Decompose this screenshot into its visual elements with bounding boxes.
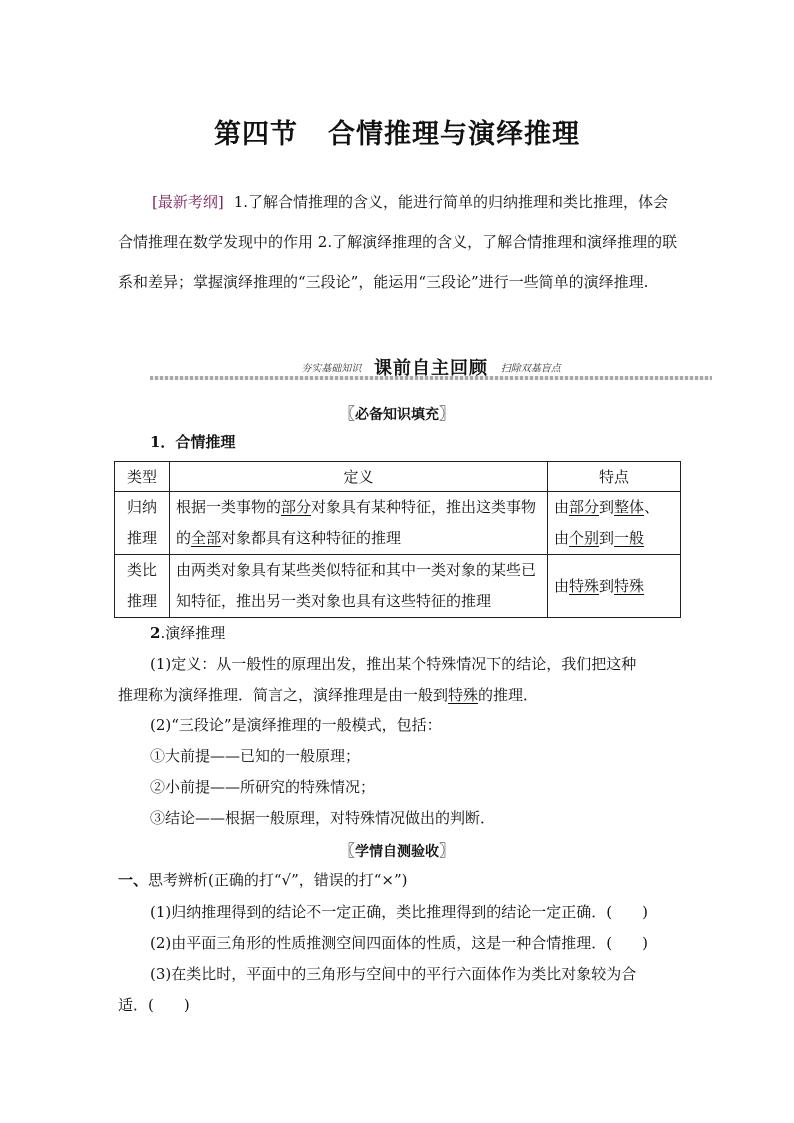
exercise-question-2: (2)由平面三角形的性质推测空间四面体的性质，这是一种合情推理．( ): [150, 934, 648, 952]
section-title: 合情推理与演绎推理: [328, 119, 580, 150]
row-type: 类比推理: [115, 555, 170, 618]
row-definition: 由两类对象具有某些类似特征和其中一类对象的某些已知特征，推出另一类对象也具有这些特征的推理: [170, 555, 548, 618]
section-heading-selftest: 〖学情自测验收〗: [338, 841, 456, 860]
syllogism-intro: (2)“三段论”是演绎推理的一般模式，包括：: [150, 716, 442, 734]
item2-label: 2.演绎推理: [150, 624, 226, 642]
table-header-row: [115, 462, 681, 492]
row-feature: 由部分到整体、由个别到一般: [548, 492, 681, 555]
syllogism-minor-premise: ②小前提——所研究的特殊情况；: [150, 778, 376, 796]
exercise-question-3-line1: (3)在类比时，平面中的三角形与空间中的平行六面体作为类比对象较为合: [150, 965, 637, 983]
table-row: [115, 555, 681, 618]
syllabus-paragraph: [118, 182, 678, 302]
row-type: 归纳推理: [115, 492, 170, 555]
exercise-question-1: (1)归纳推理得到的结论不一定正确，类比推理得到的结论一定正确．( ): [150, 903, 648, 921]
header-feature: 特点: [548, 462, 681, 492]
section-banner: [150, 352, 712, 382]
header-definition: 定义: [170, 462, 548, 492]
row-feature: 由特殊到特殊: [548, 555, 681, 618]
banner-right-text: 扫除双基盲点: [500, 363, 561, 375]
item1-label: 1．合情推理: [150, 433, 236, 451]
exercise-question-3-line2: 适．( ): [118, 996, 190, 1014]
banner-left-text: 夯实基础知识: [301, 363, 362, 375]
deduction-definition-line1: (1)定义：从一般性的原理出发，推出某个特殊情况下的结论，我们把这种: [150, 655, 637, 673]
banner-title: 课前自主回顾: [374, 358, 488, 379]
table-row: [115, 492, 681, 555]
header-type: 类型: [115, 462, 170, 492]
section-heading-knowledge: 〖必备知识填充〗: [338, 404, 456, 423]
reasoning-table: [114, 461, 681, 618]
exercise-intro: 一、思考辨析(正确的打“√”，错误的打“×”): [118, 871, 408, 889]
row-definition: 根据一类事物的部分对象具有某种特征，推出这类事物的全部对象都具有这种特征的推理: [170, 492, 548, 555]
section-number: 第四节: [214, 119, 298, 150]
page-title: [0, 112, 794, 151]
syllogism-conclusion: ③结论——根据一般原理，对特殊情况做出的判断．: [150, 809, 496, 827]
syllabus-tag: [最新考纲]: [152, 193, 224, 211]
deduction-definition-line2: 推理称为演绎推理．简言之，演绎推理是由一般到特殊的推理．: [118, 686, 539, 704]
syllabus-text: 1.了解合情推理的含义，能进行简单的归纳推理和类比推理，体会合情推理在数学发现中的作用 2.了解演绎推理的含义，了解合情推理和演绎推理的联系和差异；掌握演绎推理的“三段论”，能运用“三段论”进行一些简单的演绎推理.: [118, 193, 678, 291]
syllogism-major-premise: ①大前提——已知的一般原理；: [150, 747, 361, 765]
